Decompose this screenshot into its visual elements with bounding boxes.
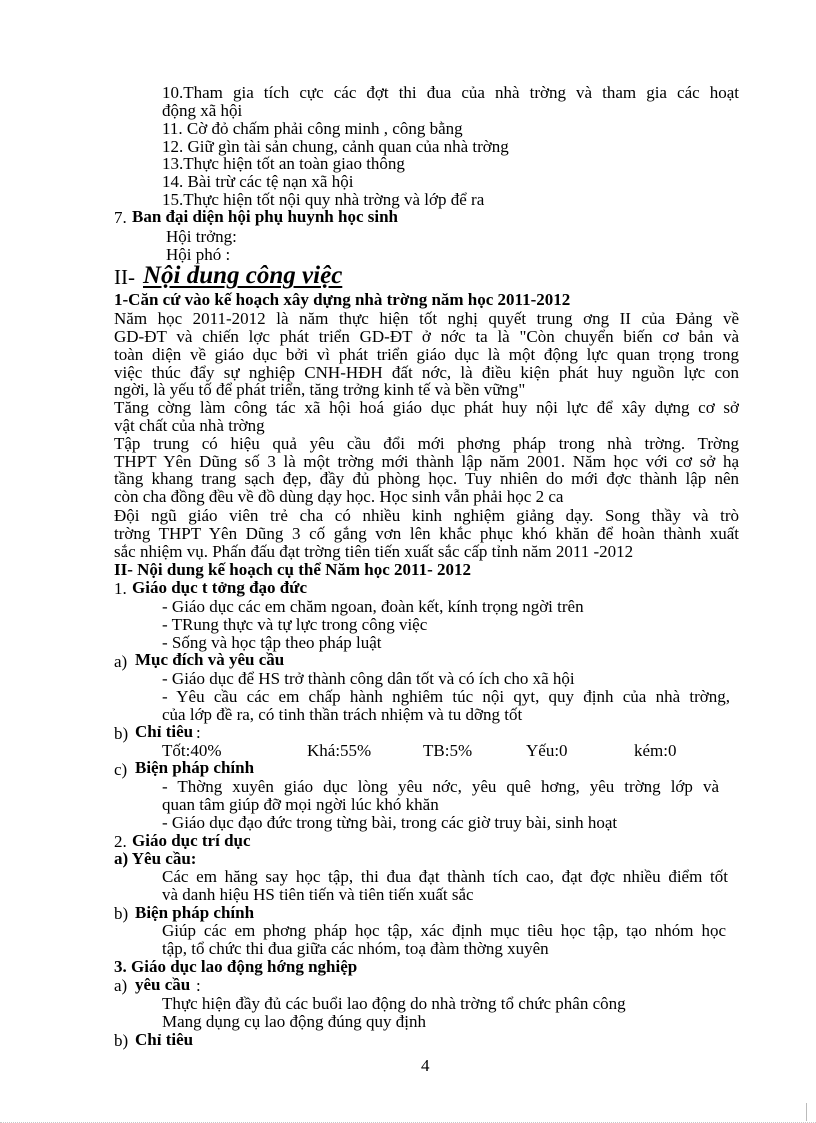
item-letter: a) (114, 976, 128, 995)
section-heading: Ban đại diện hội phụ huynh học sinh (132, 207, 399, 226)
paragraph-line: trờng THPT Yên Dũng 3 cố gắng vơn lên khắc phục khó khăn để hoàn thành xuất (114, 525, 739, 543)
paragraph-line: toàn diện về giáo dục bởi vì phát triển giáo dục là một động lực quan trọng trong (114, 346, 739, 364)
paragraph-line: Thực hiện đầy đủ các buổi lao động do nhà trờng tổ chức phân công (162, 994, 626, 1013)
paragraph-line: Năm học 2011-2012 là năm thực hiện tốt nghị quyết trung ơng II của Đảng về (114, 310, 739, 328)
paragraph-line: và danh hiệu HS tiên tiến và tiên tiến xuất sắc (162, 885, 474, 904)
target-average: TB:5% (423, 741, 473, 760)
paragraph-line: Các em hăng say học tập, thi đua đạt thành tích cao, đạt đợc nhiều điểm tốt (162, 868, 728, 886)
list-item: 11. Cờ đỏ chấm phải công minh , công bằng (162, 119, 463, 138)
bullet-line: - Giáo dục các em chăm ngoan, đoàn kết, kính trọng ngời trên (162, 597, 584, 616)
paragraph-line: tầng khang trang sạch đẹp, đầy đủ phòng học. Tuy nhiên do mới đợc thành lập nên (114, 470, 739, 488)
bullet-line: - Thờng xuyên giáo dục lòng yêu nớc, yêu quê hơng, yêu trờng lớp và (162, 778, 719, 796)
paragraph-line: vật chất của nhà trờng (114, 416, 265, 435)
item-number: 2. (114, 832, 127, 851)
target-poor: kém:0 (634, 741, 677, 760)
page-corner-mark (806, 1103, 807, 1121)
paragraph-line: Mang dụng cụ lao động đúng quy định (162, 1012, 426, 1031)
bullet-line: - Giáo dục đạo đức trong từng bài, trong các giờ truy bài, sinh hoạt (162, 813, 618, 832)
item-heading: Chỉ tiêu (135, 1030, 194, 1049)
item-colon: : (196, 976, 201, 995)
item-heading: Giáo dục t tởng đạo đức (132, 578, 307, 597)
paragraph-line: Giúp các em phơng pháp học tập, xác định mục tiêu học tập, tạo nhóm học (162, 922, 726, 940)
item-letter: c) (114, 760, 128, 779)
list-item: 10.Tham gia tích cực các đợt thi đua của nhà trờng và tham gia các hoạt (162, 84, 739, 102)
chapter-title: Nội dung công việc (143, 262, 343, 289)
item-letter: a) (114, 652, 128, 671)
bullet-line: - TRung thực và tự lực trong công việc (162, 615, 428, 634)
item-colon: : (196, 723, 201, 742)
bullet-line: quan tâm giúp đỡ mọi ngời lúc khó khăn (162, 795, 439, 814)
bullet-line: - Sống và học tập theo pháp luật (162, 633, 382, 652)
paragraph-line: còn cha đồng đều về đồ dùng dạy học. Học sinh vẫn phải học 2 ca (114, 487, 564, 506)
paragraph-line: Tăng cờng làm công tác xã hội hoá giáo dục phát huy nội lực để xây dựng cơ sở (114, 399, 739, 417)
item-number: 1. (114, 579, 127, 598)
target-fair: Khá:55% (307, 741, 372, 760)
item-heading: Biện pháp chính (135, 758, 255, 777)
item-letter: b) (114, 1031, 129, 1050)
list-item: 15.Thực hiện tốt nội quy nhà trờng và lớp để ra (162, 190, 485, 209)
paragraph-line: tập, tổ chức thi đua giữa các nhóm, toạ đàm thờng xuyên (162, 939, 549, 958)
item-heading: Chỉ tiêu (135, 722, 194, 741)
item-heading: Mục đích và yêu cầu (135, 650, 285, 669)
subsection-heading: 1-Căn cứ vào kế hoạch xây dựng nhà trờng năm học 2011-2012 (114, 290, 571, 309)
role-label: Hội trởng: (166, 227, 237, 246)
list-item: 12. Giữ gìn tài sản chung, cảnh quan của nhà trờng (162, 137, 509, 156)
paragraph-line: sắc nhiệm vụ. Phấn đấu đạt trờng tiên tiến xuất sắc cấp tỉnh năm 2011 -2012 (114, 542, 634, 561)
target-good: Tốt:40% (162, 741, 222, 760)
bullet-line: của lớp đề ra, có tinh thần trách nhiệm và tu dỡng tốt (162, 705, 523, 724)
item-heading: a) Yêu cầu: (114, 849, 197, 868)
subsection-heading: II- Nội dung kế hoạch cụ thể Năm học 2011- 2012 (114, 560, 472, 579)
item-letter: b) (114, 904, 129, 923)
item-heading: Giáo dục trí dục (132, 831, 251, 850)
item-letter: b) (114, 724, 129, 743)
item-heading: yêu cầu (135, 975, 191, 994)
paragraph-line: Đội ngũ giáo viên trẻ cha có nhiều kinh nghiệm giảng dạy. Song thầy và trò (114, 507, 739, 525)
page-number: 4 (421, 1056, 430, 1075)
section-number: 7. (114, 208, 127, 227)
list-item-continuation: động xã hội (162, 101, 243, 120)
paragraph-line: ngời, là yếu tố để phát triển, tăng trởng kinh tế và bền vững" (114, 380, 526, 399)
paragraph-line: THPT Yên Dũng số 3 là một trờng mới thành lập năm 2001. Năm học với cơ sở hạ (114, 453, 739, 471)
item-heading: 3. Giáo dục lao động hớng nghiệp (114, 957, 358, 976)
paragraph-line: Tập trung có hiệu quả yêu cầu đổi mới phơng pháp trong nhà trờng. Trờng (114, 435, 739, 453)
item-heading: Biện pháp chính (135, 903, 255, 922)
role-label: Hội phó : (166, 245, 231, 264)
bullet-line: - Giáo dục để HS trở thành công dân tốt và có ích cho xã hội (162, 669, 575, 688)
list-item: 14. Bài trừ các tệ nạn xã hội (162, 172, 354, 191)
chapter-number: II- (114, 265, 135, 289)
bullet-line: - Yêu cầu các em chấp hành nghiêm túc nội qyt, quy định của nhà trờng, (162, 688, 730, 706)
paragraph-line: GD-ĐT và chiến lợc phát triển GD-ĐT ở nớc ta là "Còn chuyển biến cơ bản và (114, 328, 739, 346)
list-item: 13.Thực hiện tốt an toàn giao thông (162, 154, 405, 173)
target-weak: Yếu:0 (526, 741, 568, 760)
paragraph-line: việc thúc đẩy sự nghiệp CNH-HĐH đất nớc, là điều kiện phát huy nguồn lực con (114, 364, 739, 382)
